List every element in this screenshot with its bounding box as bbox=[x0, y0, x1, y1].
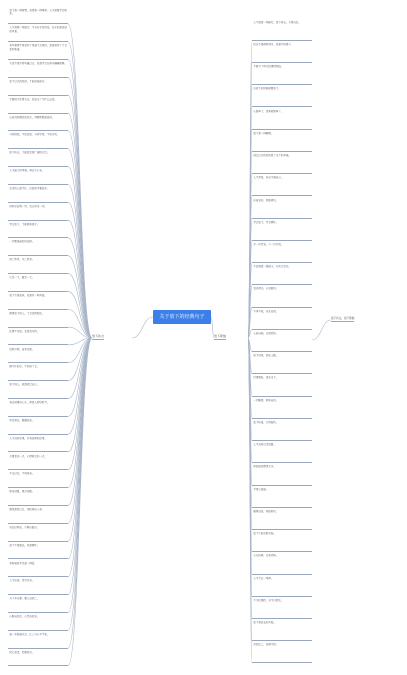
map-node[interactable]: 多一份宽容，少一份计较。 bbox=[252, 242, 312, 263]
left-branch-label[interactable]: 放下执念 bbox=[92, 334, 105, 338]
map-node[interactable]: 放下执念，才能看见更广阔的天空。 bbox=[8, 151, 68, 167]
connector bbox=[68, 338, 92, 541]
map-node[interactable]: 一切都是最好的安排。 bbox=[8, 240, 68, 256]
connector bbox=[68, 338, 92, 488]
connector bbox=[68, 338, 92, 470]
connector bbox=[68, 338, 92, 416]
map-node[interactable]: 世间万物，皆有定数。 bbox=[8, 347, 68, 363]
map-node[interactable]: 有时候放手也是一种爱。 bbox=[8, 561, 68, 577]
map-node[interactable]: 学会放下，才能拥有更多。 bbox=[8, 222, 68, 238]
connector bbox=[68, 338, 92, 452]
connector bbox=[68, 338, 92, 648]
connector bbox=[68, 77, 92, 338]
map-node[interactable]: 把心放宽，把事看淡。 bbox=[8, 650, 68, 666]
map-node[interactable]: 知足常乐，随遇而安。 bbox=[8, 418, 68, 434]
connector bbox=[68, 338, 92, 559]
connector bbox=[68, 149, 92, 338]
connector bbox=[68, 95, 92, 338]
connector bbox=[68, 220, 92, 338]
connector bbox=[68, 131, 92, 338]
connector bbox=[68, 338, 92, 666]
map-node[interactable]: 人生最大的幸福，莫过于心安。 bbox=[8, 169, 68, 185]
map-node[interactable]: 人生如茶，苦尽甘来。 bbox=[8, 579, 68, 595]
map-node[interactable]: 烦恼皆因想得太多。 bbox=[252, 465, 312, 486]
connector bbox=[68, 24, 92, 338]
map-node[interactable]: 该放下的时候就要放下。 bbox=[252, 87, 312, 108]
connector bbox=[68, 309, 92, 338]
map-node[interactable]: 放下不是遗忘，而是释怀。 bbox=[8, 543, 68, 559]
map-node[interactable]: 不争不抢，自在安然。 bbox=[252, 309, 312, 330]
connector bbox=[68, 338, 92, 398]
map-node[interactable]: 你若安好，便是晴天。 bbox=[252, 198, 312, 219]
connector bbox=[68, 60, 92, 338]
map-node[interactable]: 有些事情不是看到了希望才去坚持，而是坚持了才会看到希望。 bbox=[8, 44, 68, 60]
map-node[interactable]: 缘来则聚，缘去则散。 bbox=[8, 490, 68, 506]
map-node[interactable]: 人生没有如果，只有结果和后果。 bbox=[8, 436, 68, 452]
map-node[interactable]: 珍惜眼前，活在当下。 bbox=[252, 376, 312, 397]
connector bbox=[68, 327, 92, 338]
map-node[interactable]: 心静自然凉，心宽自然安。 bbox=[8, 614, 68, 630]
map-node[interactable]: 心若向阳，无畏悲伤。 bbox=[252, 331, 312, 352]
map-node[interactable]: 放下是成长的开始。 bbox=[252, 621, 312, 642]
map-node[interactable]: 放下过去的包袱，才能轻装前行。 bbox=[8, 79, 68, 95]
map-node[interactable]: 不为往事扰，余生只愿笑。 bbox=[252, 598, 312, 619]
connector bbox=[68, 338, 92, 595]
outer-topic[interactable]: 放下执念，放下烦恼 bbox=[331, 317, 355, 320]
connector bbox=[68, 338, 92, 434]
map-node[interactable]: 心无挂碍，无有恐怖。 bbox=[252, 554, 312, 575]
connector bbox=[68, 256, 92, 338]
map-node[interactable]: 该走的人留不住，该放的手要放开。 bbox=[8, 186, 68, 202]
map-node[interactable]: 往事不可追，来者犹可待。 bbox=[8, 329, 68, 345]
map-node[interactable]: 心简单了，世界就简单了。 bbox=[252, 109, 312, 130]
map-node[interactable]: 放下包袱，轻松上路。 bbox=[252, 354, 312, 375]
central-topic[interactable]: 关于放下的经典句子 bbox=[153, 310, 211, 324]
map-node[interactable]: 淡然处之，宠辱不惊。 bbox=[252, 643, 312, 664]
connector bbox=[68, 338, 92, 523]
map-node[interactable]: 人生就像一场旅行，不必在乎目的地，在乎的是沿途的风景。 bbox=[8, 26, 68, 42]
connector bbox=[68, 291, 92, 338]
map-node[interactable]: 静坐常思己过，闲谈莫论人非。 bbox=[8, 507, 68, 523]
map-node[interactable]: 凡事看淡一点，心情就会好一点。 bbox=[8, 454, 68, 470]
connector bbox=[68, 202, 92, 338]
map-node[interactable]: 人生不过一场梦。 bbox=[252, 576, 312, 597]
map-node[interactable]: 若无闲事挂心头，便是人间好时节。 bbox=[8, 400, 68, 416]
map-node[interactable]: 看淡得失，从容面对。 bbox=[252, 287, 312, 308]
map-node[interactable]: 随缘自适，烦恼即去。 bbox=[252, 509, 312, 530]
connector bbox=[68, 274, 92, 338]
map-node[interactable]: 天下本无事，庸人自扰之。 bbox=[8, 597, 68, 613]
map-node[interactable]: 握不住的沙，不如扬了它。 bbox=[8, 365, 68, 381]
connector bbox=[68, 113, 92, 338]
map-node[interactable]: 放下执着，方得始终。 bbox=[252, 420, 312, 441]
connector bbox=[68, 338, 92, 363]
map-node[interactable]: 不要为了昨天的事情烦恼。 bbox=[252, 64, 312, 85]
map-node[interactable]: 人生苦短，何必为难自己。 bbox=[252, 176, 312, 197]
connector bbox=[312, 320, 331, 340]
connector bbox=[68, 338, 92, 612]
map-node[interactable]: 得之我幸，失之我命。 bbox=[8, 258, 68, 274]
map-node[interactable]: 放下不是放弃，而是另一种开始。 bbox=[8, 293, 68, 309]
map-node[interactable]: 放下是一种智慧，舍得是一种境界，人生需要学会取舍。 bbox=[8, 8, 68, 24]
map-node[interactable]: 别让过去的悲伤毁了当下的幸福。 bbox=[252, 153, 312, 174]
map-node[interactable]: 生活不是等待风暴过去，而是学会在雨中翩翩起舞。 bbox=[8, 62, 68, 78]
map-node[interactable]: 人生没有白走的路。 bbox=[252, 443, 312, 464]
map-node[interactable]: 退一步海阔天空，让三分心平气和。 bbox=[8, 632, 68, 648]
map-node[interactable]: 懂得放下的人，才会活得轻松。 bbox=[8, 311, 68, 327]
map-node[interactable]: 平常心是道。 bbox=[252, 487, 312, 508]
map-node[interactable]: 生活就是一面镜子，你笑它也笑。 bbox=[252, 265, 312, 286]
map-node[interactable]: 学会放下，学会释怀。 bbox=[252, 220, 312, 241]
map-node[interactable]: 放下是一种解脱。 bbox=[252, 131, 312, 152]
map-node[interactable]: 心宽一寸，路宽一丈。 bbox=[8, 276, 68, 292]
map-node[interactable]: 一切随缘，顺其自然。 bbox=[252, 398, 312, 419]
map-node[interactable]: 淡泊以明志，宁静以致远。 bbox=[8, 525, 68, 541]
connector bbox=[68, 167, 92, 338]
map-node[interactable]: 人生就是一场修行，放下执念，方得自在。 bbox=[252, 20, 312, 41]
connector bbox=[68, 238, 92, 338]
connector bbox=[68, 184, 92, 338]
map-node[interactable]: 不要因为走得太远，而忘记了为什么出发。 bbox=[8, 97, 68, 113]
map-node[interactable]: 不念过往，不畏将来。 bbox=[8, 472, 68, 488]
map-node[interactable]: 时间会证明一切，也会冲淡一切。 bbox=[8, 204, 68, 220]
connector bbox=[68, 338, 92, 577]
connector bbox=[68, 338, 92, 505]
connector bbox=[68, 338, 92, 630]
map-node[interactable]: 放下才能重新开始。 bbox=[252, 532, 312, 553]
connector bbox=[68, 338, 92, 381]
map-node[interactable]: 放下别人，就是放过自己。 bbox=[8, 383, 68, 399]
connector bbox=[68, 338, 92, 345]
map-node[interactable]: 与其抱怨，不如改变；与其等待，不如行动。 bbox=[8, 133, 68, 149]
connector bbox=[68, 42, 92, 338]
right-branch-label[interactable]: 放下烦恼 bbox=[214, 334, 227, 338]
map-node[interactable]: 心若没有栖息的地方，到哪里都是流浪。 bbox=[8, 115, 68, 131]
connector bbox=[132, 317, 153, 338]
map-node[interactable]: 快乐不是拥有得多，而是计较得少。 bbox=[252, 42, 312, 63]
